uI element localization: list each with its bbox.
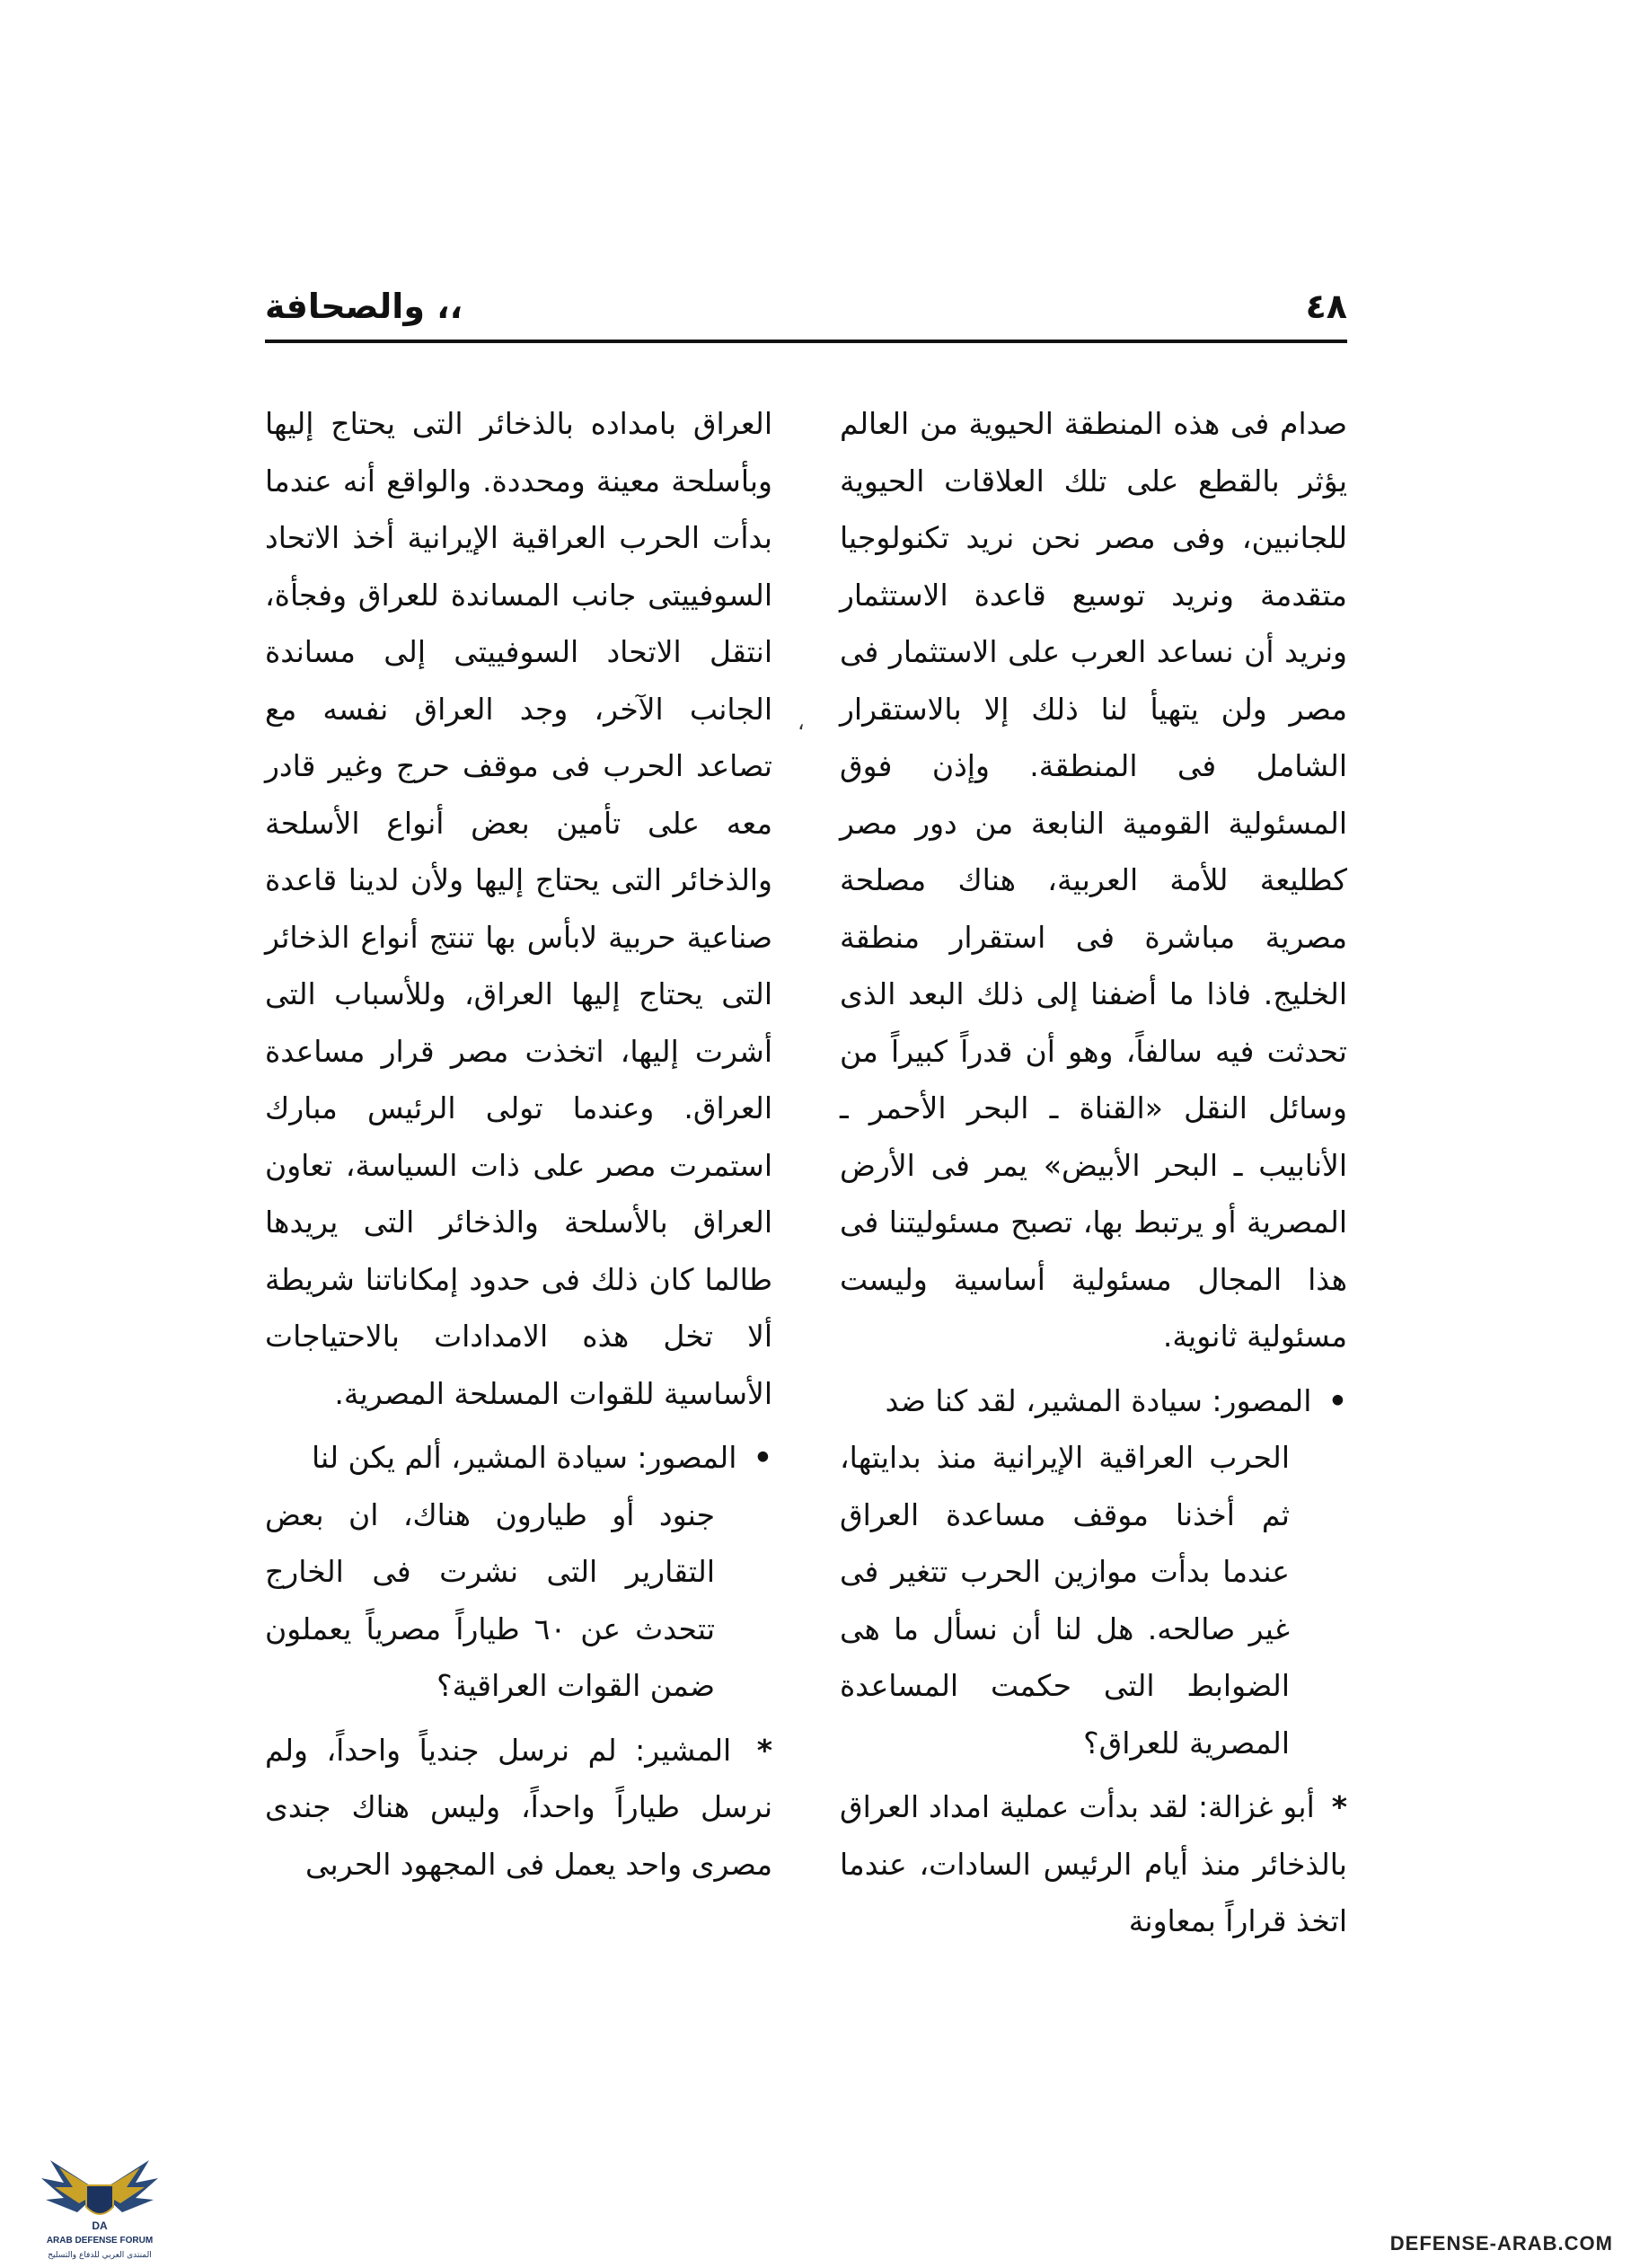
right-column-answer-text: أبو غزالة: لقد بدأت عملية امداد العراق بالذخائر منذ أيام الرئيس السادات، عندما اتخذ قراراً بمعاونة [840, 1789, 1347, 1938]
svg-text:ARAB DEFENSE FORUM: ARAB DEFENSE FORUM [46, 2236, 154, 2246]
left-column-question [265, 1429, 772, 1715]
bullet-marker: • [1327, 1382, 1347, 1418]
svg-text:DA: DA [92, 2219, 108, 2232]
asterisk-marker: * [1331, 1789, 1347, 1824]
right-column-intro-paragraph: صدام فى هذه المنطقة الحيوية من العالم يؤثر بالقطع على تلك العلاقات الحيوية للجانبين، وفى مصر نحن نريد تكنولوجيا متقدمة ونريد توسيع قاعدة الاستثمار ونريد أن نساعد العرب على الاستثمار فى مصر ولن يتهيأ لنا ذلك إلا بالاستقرار الشامل فى المنطقة. وإذن فوق المسئولية القومية النابعة من دور مصر كطليعة للأمة العربية، هناك مصلحة مصرية مباشرة فى استقرار منطقة الخليج. فاذا ما أضفنا إلى ذلك البعد الذى تحدثت فيه سالفاً، وهو أن قدراً كبيراً من وسائل النقل «القناة ـ البحر الأحمر ـ الأنابيب ـ البحر الأبيض» يمر فى الأرض المصرية أو يرتبط بها، تصبح مسئوليتنا فى هذا المجال مسئولية أساسية وليست مسئولية ثانوية. [840, 406, 1347, 1354]
stray-mark: ، [798, 710, 805, 735]
left-column-intro-paragraph: العراق بامداده بالذخائر التى يحتاج إليها وبأسلحة معينة ومحددة. والواقع أنه عندما بدأت الحرب العراقية الإيرانية أخذ الاتحاد السوفييتى جانب المساندة للعراق وفجأة، انتقل الاتحاد السوفييتى إلى مساندة الجانب الآخر، وجد العراق نفسه مع تصاعد الحرب فى موقف حرج وغير قادر معه على تأمين بعض أنواع الأسلحة والذخائر التى يحتاج إليها ولأن لدينا قاعدة صناعية حربية لابأس بها تنتج أنواع الذخائر التى يحتاج إليها العراق، وللأسباب التى أشرت إليها، اتخذت مصر قرار مساعدة العراق. وعندما تولى الرئيس مبارك استمرت مصر على ذات السياسة، تعاون العراق بالأسلحة والذخائر التى يريدها طالما كان ذلك فى حدود إمكاناتنا شريطة ألا تخل هذه الامدادات بالاحتياجات الأساسية للقوات المسلحة المصرية. [265, 406, 772, 1411]
svg-text:المنتدى العربي للدفاع والتسليح: المنتدى العربي للدفاع والتسليح [48, 2251, 152, 2260]
arab-defense-forum-logo [32, 2142, 167, 2268]
running-title: ،، والصحافة [265, 287, 463, 326]
left-column-question-first-line: المصور: سيادة المشير، ألم يكن لنا [311, 1440, 737, 1475]
header-rule [265, 340, 1347, 343]
right-column-question-rest: الحرب العراقية الإيرانية منذ بدايتها، ثم أخذنا موقف مساعدة العراق عندما بدأت موازين الحرب تتغير فى غير صالحه. هل لنا أن نسأل ما هى الضوابط التى حكمت المساعدة المصرية للعراق؟ [840, 1440, 1290, 1761]
bullet-marker: • [753, 1440, 772, 1475]
left-column-answer [265, 1722, 772, 1893]
running-header [265, 283, 1347, 337]
right-column-answer [840, 1778, 1347, 1950]
left-column-answer-text: المشير: لم نرسل جندياً واحداً، ولم نرسل طياراً واحداً، وليس هناك جندى مصرى واحد يعمل فى المجهود الحربى [265, 1732, 772, 1882]
page-number: ٤٨ [1305, 287, 1347, 326]
right-column-question-first-line: المصور: سيادة المشير، لقد كنا ضد [885, 1382, 1312, 1418]
right-column [840, 395, 1347, 1950]
asterisk-marker: * [756, 1732, 772, 1768]
watermark-site: DEFENSE-ARAB.COM [1389, 2232, 1613, 2255]
left-column-question-rest: جنود أو طيارون هناك، ان بعض التقارير التى نشرت فى الخارج تتحدث عن ٦٠ طياراً مصرياً يعملون ضمن القوات العراقية؟ [265, 1496, 716, 1703]
right-column-question [840, 1372, 1347, 1772]
left-column [265, 395, 772, 1893]
